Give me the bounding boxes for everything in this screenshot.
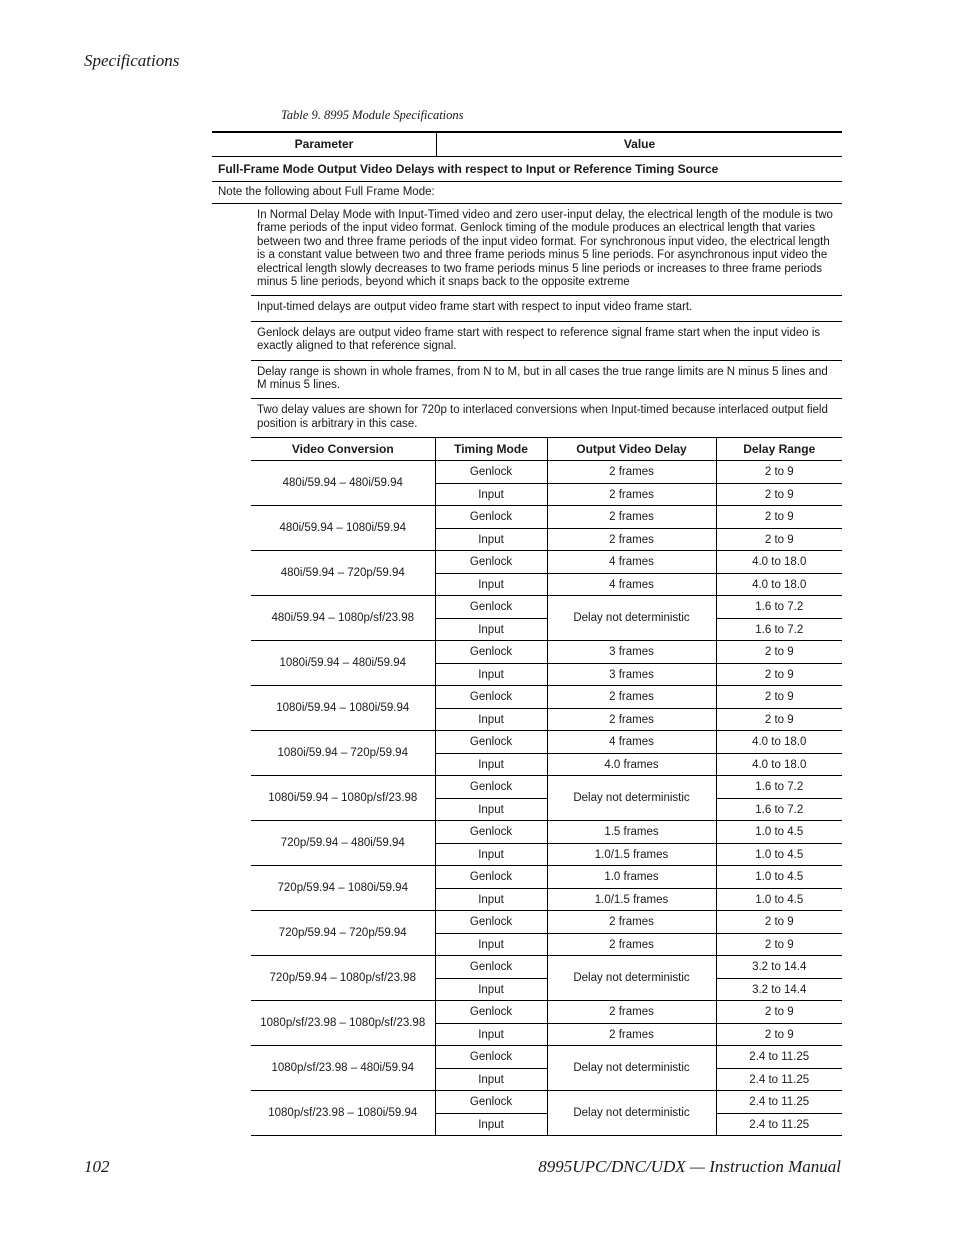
output-video-delay-cell: 2 frames (547, 461, 716, 484)
delay-range-cell: 2 to 9 (716, 933, 842, 956)
note-item: Genlock delays are output video frame start with respect to reference signal frame start when the input video is exactly aligned to that reference signal. (251, 322, 842, 361)
timing-mode-cell: Input (435, 528, 547, 551)
output-video-delay-cell: Delay not deterministic (547, 1046, 716, 1091)
spec-table (212, 131, 842, 1136)
timing-mode-cell: Input (435, 1023, 547, 1046)
delay-range-cell: 2 to 9 (716, 1001, 842, 1024)
output-video-delay-cell: 2 frames (547, 506, 716, 529)
table-row (251, 1046, 842, 1069)
video-conversion-cell: 720p/59.94 – 480i/59.94 (251, 821, 435, 866)
delay-range-cell: 1.0 to 4.5 (716, 843, 842, 866)
timing-mode-cell: Genlock (435, 956, 547, 979)
notes-list (251, 204, 842, 438)
table-row (251, 686, 842, 709)
timing-mode-cell: Genlock (435, 866, 547, 889)
output-video-delay-cell: 2 frames (547, 708, 716, 731)
timing-mode-cell: Input (435, 798, 547, 821)
manual-title: 8995UPC/DNC/UDX — Instruction Manual (538, 1157, 841, 1176)
delay-range-cell: 2 to 9 (716, 641, 842, 664)
value-header: Value (623, 137, 656, 151)
output-video-delay-cell: Delay not deterministic (547, 1091, 716, 1136)
output-video-delay-cell: 2 frames (547, 483, 716, 506)
delay-range-cell: 2 to 9 (716, 528, 842, 551)
timing-mode-cell: Input (435, 1068, 547, 1091)
output-video-delay-cell: 4 frames (547, 551, 716, 574)
spec-table-header (212, 131, 842, 157)
delay-range-cell: 2.4 to 11.25 (716, 1091, 842, 1114)
output-video-delay-cell: 1.0 frames (547, 866, 716, 889)
output-video-delay-cell: 1.5 frames (547, 821, 716, 844)
output-video-delay-cell: Delay not deterministic (547, 956, 716, 1001)
note-item: Two delay values are shown for 720p to interlaced conversions when Input-timed because interlaced output field position is arbitrary in this case. (251, 399, 842, 438)
output-video-delay-cell: 2 frames (547, 1001, 716, 1024)
output-video-delay-cell: 4 frames (547, 573, 716, 596)
note-intro: Note the following about Full Frame Mode: (212, 182, 842, 204)
column-header-timing-mode: Timing Mode (435, 438, 547, 461)
timing-mode-cell: Input (435, 663, 547, 686)
output-video-delay-cell: 2 frames (547, 686, 716, 709)
delay-range-cell: 3.2 to 14.4 (716, 978, 842, 1001)
video-conversion-cell: 720p/59.94 – 1080p/sf/23.98 (251, 956, 435, 1001)
video-conversion-cell: 1080i/59.94 – 1080i/59.94 (251, 686, 435, 731)
video-conversion-cell: 480i/59.94 – 480i/59.94 (251, 461, 435, 506)
delay-range-cell: 2 to 9 (716, 708, 842, 731)
delay-range-cell: 2 to 9 (716, 686, 842, 709)
timing-mode-cell: Input (435, 708, 547, 731)
video-conversion-cell: 480i/59.94 – 1080p/sf/23.98 (251, 596, 435, 641)
timing-mode-cell: Genlock (435, 686, 547, 709)
table-row (251, 956, 842, 979)
conversion-table-body (251, 461, 842, 1136)
delay-range-cell: 1.6 to 7.2 (716, 618, 842, 641)
timing-mode-cell: Genlock (435, 1001, 547, 1024)
table-row (251, 1091, 842, 1114)
video-conversion-cell: 480i/59.94 – 1080i/59.94 (251, 506, 435, 551)
timing-mode-cell: Genlock (435, 551, 547, 574)
delay-range-cell: 1.6 to 7.2 (716, 776, 842, 799)
running-head: Specifications (84, 51, 180, 70)
column-header-output-video-delay: Output Video Delay (547, 438, 716, 461)
timing-mode-cell: Input (435, 1113, 547, 1136)
delay-range-cell: 2 to 9 (716, 461, 842, 484)
timing-mode-cell: Genlock (435, 1046, 547, 1069)
video-conversion-cell: 720p/59.94 – 1080i/59.94 (251, 866, 435, 911)
section-title: Full-Frame Mode Output Video Delays with respect to Input or Reference Timing Source (212, 157, 842, 182)
table-row (251, 821, 842, 844)
delay-range-cell: 2.4 to 11.25 (716, 1113, 842, 1136)
delay-range-cell: 4.0 to 18.0 (716, 573, 842, 596)
table-row (251, 911, 842, 934)
table-row (251, 461, 842, 484)
video-conversion-cell: 1080p/sf/23.98 – 1080i/59.94 (251, 1091, 435, 1136)
table-row (251, 596, 842, 619)
timing-mode-cell: Input (435, 753, 547, 776)
page-number: 102 (84, 1157, 110, 1176)
output-video-delay-cell: 2 frames (547, 528, 716, 551)
delay-range-cell: 1.0 to 4.5 (716, 888, 842, 911)
column-header-delay-range: Delay Range (716, 438, 842, 461)
timing-mode-cell: Genlock (435, 1091, 547, 1114)
delay-range-cell: 4.0 to 18.0 (716, 551, 842, 574)
output-video-delay-cell: 1.0/1.5 frames (547, 888, 716, 911)
video-conversion-cell: 1080i/59.94 – 1080p/sf/23.98 (251, 776, 435, 821)
video-conversion-cell: 1080i/59.94 – 480i/59.94 (251, 641, 435, 686)
timing-mode-cell: Input (435, 843, 547, 866)
timing-mode-cell: Input (435, 888, 547, 911)
delay-range-cell: 3.2 to 14.4 (716, 956, 842, 979)
timing-mode-cell: Genlock (435, 911, 547, 934)
output-video-delay-cell: 3 frames (547, 663, 716, 686)
timing-mode-cell: Input (435, 573, 547, 596)
output-video-delay-cell: Delay not deterministic (547, 596, 716, 641)
note-item: Delay range is shown in whole frames, from N to M, but in all cases the true range limits are N minus 5 lines and M minus 5 lines. (251, 361, 842, 400)
timing-mode-cell: Genlock (435, 596, 547, 619)
video-conversion-cell: 1080p/sf/23.98 – 480i/59.94 (251, 1046, 435, 1091)
table-row (251, 731, 842, 754)
delay-range-cell: 2 to 9 (716, 663, 842, 686)
conversion-table-header (251, 438, 842, 461)
delay-range-cell: 1.0 to 4.5 (716, 866, 842, 889)
delay-range-cell: 2 to 9 (716, 506, 842, 529)
timing-mode-cell: Input (435, 933, 547, 956)
table-row (251, 551, 842, 574)
parameter-header: Parameter (212, 133, 437, 156)
video-conversion-cell: 720p/59.94 – 720p/59.94 (251, 911, 435, 956)
video-conversion-cell: 1080p/sf/23.98 – 1080p/sf/23.98 (251, 1001, 435, 1046)
delay-range-cell: 2.4 to 11.25 (716, 1068, 842, 1091)
column-header-video-conversion: Video Conversion (251, 438, 435, 461)
timing-mode-cell: Input (435, 483, 547, 506)
delay-range-cell: 4.0 to 18.0 (716, 731, 842, 754)
table-row (251, 1001, 842, 1024)
output-video-delay-cell: 2 frames (547, 911, 716, 934)
delay-range-cell: 4.0 to 18.0 (716, 753, 842, 776)
output-video-delay-cell: 1.0/1.5 frames (547, 843, 716, 866)
output-video-delay-cell: 4 frames (547, 731, 716, 754)
table-row (251, 866, 842, 889)
table-row (251, 776, 842, 799)
timing-mode-cell: Genlock (435, 776, 547, 799)
delay-range-cell: 1.0 to 4.5 (716, 821, 842, 844)
table-row (251, 506, 842, 529)
output-video-delay-cell: 2 frames (547, 933, 716, 956)
output-video-delay-cell: Delay not deterministic (547, 776, 716, 821)
conversion-table (251, 438, 842, 1136)
timing-mode-cell: Input (435, 978, 547, 1001)
timing-mode-cell: Input (435, 618, 547, 641)
note-item: In Normal Delay Mode with Input-Timed video and zero user-input delay, the electrical length of the module is two frame periods of the input video format. Genlock timing of the module produces an electrical length that varies between two and three frame periods of the input video format. For synchronous input video, the electrical length is a constant value between two and three frame periods minus 5 line periods. For asynchronous input video the electrical length slowly decreases to two frame periods minus 5 line periods or increases to three frame periods minus 5 line periods, beyond which it snaps back to the opposite extreme (251, 204, 842, 296)
timing-mode-cell: Genlock (435, 461, 547, 484)
output-video-delay-cell: 4.0 frames (547, 753, 716, 776)
delay-range-cell: 2 to 9 (716, 1023, 842, 1046)
timing-mode-cell: Genlock (435, 506, 547, 529)
delay-range-cell: 2.4 to 11.25 (716, 1046, 842, 1069)
output-video-delay-cell: 2 frames (547, 1023, 716, 1046)
video-conversion-cell: 1080i/59.94 – 720p/59.94 (251, 731, 435, 776)
table-caption: Table 9. 8995 Module Specifications (281, 108, 464, 122)
output-video-delay-cell: 3 frames (547, 641, 716, 664)
timing-mode-cell: Genlock (435, 731, 547, 754)
timing-mode-cell: Genlock (435, 821, 547, 844)
video-conversion-cell: 480i/59.94 – 720p/59.94 (251, 551, 435, 596)
delay-range-cell: 1.6 to 7.2 (716, 596, 842, 619)
note-item: Input-timed delays are output video frame start with respect to input video frame start. (251, 296, 842, 321)
delay-range-cell: 2 to 9 (716, 911, 842, 934)
delay-range-cell: 1.6 to 7.2 (716, 798, 842, 821)
delay-range-cell: 2 to 9 (716, 483, 842, 506)
timing-mode-cell: Genlock (435, 641, 547, 664)
table-row (251, 641, 842, 664)
